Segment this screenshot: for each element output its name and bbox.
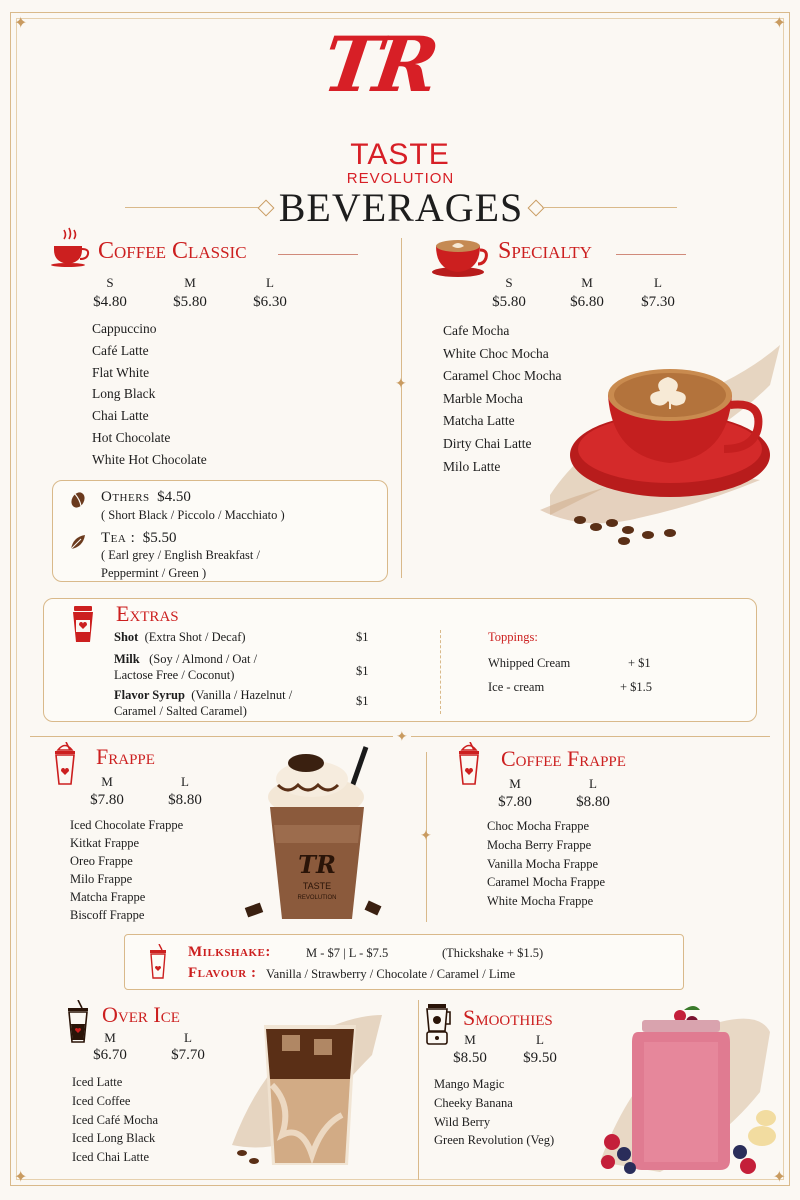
size-label: M [509, 776, 521, 791]
tea-line [101, 530, 177, 547]
list-item: White Mocha Frappe [487, 894, 594, 909]
smoothie-image [590, 1002, 780, 1180]
list-item: Iced Long Black [72, 1131, 156, 1146]
price: $5.80 [492, 294, 526, 310]
logo-monogram: TR [317, 20, 438, 109]
list-item: White Hot Chocolate [92, 451, 207, 467]
topping-price: + $1 [628, 656, 651, 670]
column-divider [418, 1000, 419, 1180]
blender-icon [422, 1002, 452, 1046]
size-label: L [589, 776, 597, 791]
list-item: Matcha Frappe [70, 890, 146, 904]
extra-detail: (Vanilla / Hazelnut / [191, 688, 293, 702]
size-label: M [101, 774, 113, 789]
list-item: Mocha Berry Frappe [487, 837, 592, 852]
coffee-cup-icon [48, 226, 90, 268]
extra-name: Flavor Syrup [114, 688, 185, 702]
price: $6.70 [93, 1047, 127, 1063]
size-label: M [464, 1032, 476, 1047]
list-item: Iced Café Mocha [72, 1112, 159, 1127]
corner-ornament-icon: ✦ [772, 15, 786, 32]
tea-detail: Peppermint / Green ) [101, 566, 207, 580]
list-item: Iced Latte [72, 1075, 123, 1089]
logo-brand-line1: TASTE [350, 138, 450, 171]
list-item: Cafe Mocha [443, 323, 510, 338]
tea-price: $5.50 [142, 530, 177, 546]
list-item: White Choc Mocha [443, 345, 549, 361]
cappuccino-image [540, 345, 785, 555]
coffee-frappe-heading: Coffee Frappe [501, 746, 626, 771]
thickshake-price: (Thickshake + $1.5) [442, 946, 544, 960]
list-item: Biscoff Frappe [70, 908, 145, 922]
list-item: Vanilla Mocha Frappe [487, 856, 599, 871]
list-item: Wild Berry [434, 1114, 491, 1129]
svg-text:TR: TR [298, 850, 336, 879]
extra-name: Milk [114, 652, 140, 666]
size-label: S [505, 275, 513, 290]
logo-brand-line2: REVOLUTION [346, 170, 455, 187]
flavour-label: Flavour : [188, 965, 257, 981]
milkshake-label: Milkshake: [188, 944, 271, 960]
extra-shot [114, 630, 246, 645]
corner-ornament-icon: ✦ [772, 1169, 786, 1186]
size-label: M [581, 275, 593, 290]
list-item: Iced Coffee [72, 1093, 131, 1108]
heading-rule [278, 254, 358, 255]
cup-logo-text: REVOLUTION [297, 895, 337, 901]
column-divider [401, 238, 402, 578]
corner-ornament-icon: ✦ [14, 15, 28, 32]
takeaway-cup-icon [70, 604, 96, 644]
coffee-frappe-list [487, 817, 605, 911]
frappe-image [238, 745, 398, 930]
extra-detail: (Soy / Almond / Oat / [149, 652, 258, 666]
over-ice-list [72, 1073, 158, 1167]
smoothies-list [434, 1075, 554, 1150]
page-title: BEVERAGES [278, 185, 524, 230]
divider-ornament-icon: ✦ [395, 377, 407, 392]
price: $8.80 [576, 794, 610, 810]
size-label: L [266, 275, 274, 290]
milkshake-cup-icon [148, 944, 168, 980]
others-detail: ( Short Black / Piccolo / Macchiato ) [101, 508, 285, 522]
corner-ornament-icon: ✦ [14, 1169, 28, 1186]
size-label: L [536, 1032, 544, 1047]
price: $8.50 [453, 1050, 487, 1066]
price: $7.30 [641, 294, 675, 310]
frappe-cup-icon [456, 742, 482, 786]
extra-price: $1 [356, 694, 369, 708]
price: $9.50 [523, 1050, 557, 1066]
extras-divider [440, 630, 441, 714]
smoothies-heading: Smoothies [463, 1005, 553, 1030]
size-label: S [106, 275, 114, 290]
others-line [101, 489, 191, 506]
others-label: Others [101, 489, 150, 505]
toppings-label: Toppings: [488, 630, 538, 644]
price: $5.80 [173, 294, 207, 310]
list-item: Cappuccino [92, 321, 157, 336]
latte-cup-icon [430, 234, 490, 278]
topping-price: + $1.5 [620, 680, 653, 694]
price: $8.80 [168, 792, 202, 808]
list-item: Dirty Chai Latte [443, 435, 532, 451]
list-item: Caramel Choc Mocha [443, 368, 562, 384]
list-item: Marble Mocha [443, 390, 523, 406]
extras-heading: Extras [116, 601, 179, 626]
extra-detail: Lactose Free / Coconut) [114, 668, 235, 682]
list-item: Iced Chai Latte [72, 1150, 150, 1165]
extra-detail: Caramel / Salted Caramel) [114, 704, 247, 718]
price: $7.70 [171, 1047, 205, 1063]
list-item: Kitkat Frappe [70, 836, 140, 850]
list-item: Green Revolution (Veg) [434, 1133, 555, 1148]
size-label: L [654, 275, 662, 290]
price: $6.30 [253, 294, 287, 310]
price: $4.80 [93, 294, 127, 310]
extra-milk [114, 652, 257, 667]
heading-rule [616, 254, 686, 255]
extra-price: $1 [356, 664, 369, 678]
specialty-heading: Specialty [498, 238, 592, 264]
extra-syrup [114, 688, 292, 703]
coffee-bean-icon [68, 490, 88, 510]
topping-name: Ice - cream [488, 680, 545, 694]
cup-logo-text: TASTE [302, 881, 332, 891]
extra-name: Shot [114, 630, 139, 644]
topping-name: Whipped Cream [488, 656, 571, 670]
extra-price: $1 [356, 630, 369, 644]
list-item: Iced Chocolate Frappe [70, 818, 184, 832]
list-item: Mango Magic [434, 1077, 505, 1091]
list-item: Milo Frappe [70, 872, 133, 886]
frappe-cup-icon [52, 742, 78, 786]
logo [317, 18, 488, 187]
frappe-heading: Frappe [96, 744, 155, 769]
list-item: Café Latte [92, 342, 149, 358]
title-rule-left [125, 207, 260, 208]
list-item: Hot Chocolate [92, 429, 171, 445]
over-ice-heading: Over Ice [102, 1002, 180, 1027]
extra-detail: (Extra Shot / Decaf) [144, 630, 246, 644]
size-label: M [184, 275, 196, 290]
iced-coffee-icon [66, 1000, 90, 1044]
divider-ornament-icon: ✦ [393, 729, 411, 746]
price: $6.80 [570, 294, 604, 310]
list-item: Matcha Latte [443, 413, 515, 429]
flavour-list: Vanilla / Strawberry / Chocolate / Caramel / Lime [266, 967, 516, 981]
list-item: Long Black [92, 386, 156, 402]
size-label: L [181, 774, 189, 789]
list-item: Chai Latte [92, 408, 149, 424]
list-item: Milo Latte [443, 458, 501, 474]
list-item: Choc Mocha Frappe [487, 819, 590, 833]
coffee-classic-heading: Coffee Classic [98, 238, 247, 264]
list-item: Oreo Frappe [70, 854, 133, 868]
list-item: Flat White [92, 364, 150, 380]
list-item: Caramel Mocha Frappe [487, 875, 606, 890]
size-label: M [104, 1030, 116, 1045]
milkshake-prices: M - $7 | L - $7.5 [306, 946, 389, 960]
tea-label: Tea : [101, 530, 136, 546]
price: $7.80 [90, 792, 124, 808]
frappe-list [70, 816, 183, 924]
coffee-classic-list [92, 318, 207, 471]
list-item: Cheeky Banana [434, 1095, 513, 1110]
others-price: $4.50 [157, 489, 191, 505]
price: $7.80 [498, 794, 532, 810]
iced-coffee-image [222, 1005, 390, 1180]
tea-leaf-icon [68, 532, 88, 552]
divider-ornament-icon: ✦ [420, 829, 432, 844]
size-label: L [184, 1030, 192, 1045]
title-rule-right [542, 207, 677, 208]
tea-detail: ( Earl grey / English Breakfast / [101, 548, 260, 562]
